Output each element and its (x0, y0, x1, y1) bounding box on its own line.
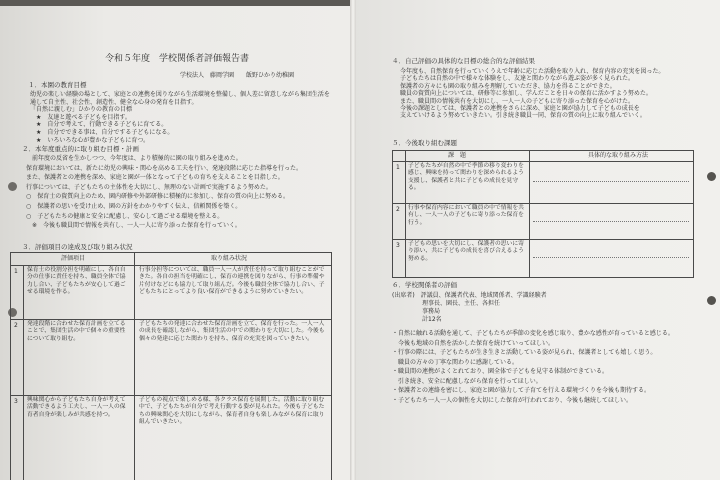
evaluation-table (10, 252, 332, 480)
row-number: 3 (14, 398, 18, 405)
table-row-item: 保育士の役割分担を明確にし、各自自分の仕事に責任を持ち、職員全体で協力し合い、子どもたちが安心して過ごせる環境を作る。 (27, 267, 126, 296)
objective-line: 通して自主性、社会性、創造性、健全な心身の発育を目指す。 (30, 98, 198, 106)
table-header-item: 評価項目 (61, 255, 86, 262)
objective-line: 幼児の楽しい経験の場として、家庭との連携を図りながら生活環境を整備し、個人差に留意しながら集団生活を (30, 91, 330, 98)
objective-line: 「自然に親しむ」ひかりの教育の目標 (30, 106, 133, 114)
issue-row-item: 子どもの思いを大切にし、保護者の思いに寄り添い、共に子どもの成長を喜び合えるよう努める。 (408, 241, 524, 262)
right-page (352, 0, 720, 480)
objective-line: ★ 自分でできる事は、自分でする子どもになる。 (30, 129, 174, 136)
comment-line: ・保護者との連絡を密にし、家庭と園が協力して子育てを行える環境づくりを今後も期待する。 (392, 387, 651, 394)
result-line: 子どもたちは自然の中で様々な体験をし、友達と関わりながら遊ぶ姿が多く見られた。 (400, 75, 635, 83)
section-4-heading: ４．自己評価の具体的な目標の総合的な評価結果 (392, 57, 535, 65)
report-title: 令和５年度 学校関係者評価報告書 (105, 54, 250, 64)
objective-line: ★ 自分で考えて、行動できる子どもに育てる。 (30, 121, 168, 129)
table-header-method: 具体的な取り組み方法 (588, 152, 649, 159)
result-line: 職員の資質向上については、研修等に参加し、学んだことを日々の保育に活かすよう努めた。 (400, 90, 652, 98)
section-6-heading: ６．学校関係者の評価 (392, 281, 457, 289)
punch-hole (8, 182, 17, 191)
table-row-item: 発達段階に合わせた保育計画を立てることで、集団生活の中で個々の重要性について取り組む。 (27, 321, 126, 342)
attendee-line: 事務局 (392, 308, 441, 315)
attendee-line: 理事長、園長、主任、各担任 (392, 300, 501, 307)
punch-hole (707, 172, 716, 181)
attendee-line: (出席者) 評議員、保護者代表、地域関係者、学識経験者 (392, 292, 547, 299)
comment-line: ・職員間の連携がよくとれており、園全体で子どもを見守る体制ができている。 (392, 368, 609, 375)
row-number: 3 (396, 242, 400, 249)
comment-line: ・子どもたち一人一人の個性を大切にした保育が行われており、今後も継続してほしい。 (392, 396, 633, 404)
section-1-heading: １．本園の教育目標 (28, 81, 87, 89)
comment-line: ・自然に触れる活動を通して、子どもたちが季節の変化を感じ取り、豊かな感性が育っていると感じる。 (392, 330, 674, 337)
plan-line: ○ 保護者の思いを受け止め、園の方針をわかりやすく伝え、信頼関係を築く。 (26, 203, 242, 210)
comment-line: 引き続き、安全に配慮しながら保育を行ってほしい。 (392, 377, 542, 385)
section-3-heading: ３．評価項目の達成及び取り組み状況 (22, 243, 133, 251)
row-number: 2 (396, 206, 400, 213)
issue-row-item: 行事や保育内容において職員の中で情報を共有し、一人一人の子どもに寄り添った保育を行う。 (408, 205, 524, 226)
page-fold (350, 0, 356, 480)
comment-line: 職員の方々の丁寧な関わりに感謝している。 (392, 358, 519, 366)
comment-line: 今後も地域の自然を活かした保育を続けていってほしい。 (392, 339, 555, 347)
issues-table (392, 150, 694, 278)
plan-line: 行事については、子どもたちの主体性を大切にし、無理のない計画で実施するよう努めた。 (26, 183, 272, 191)
table-row-status: 子どもたちの発達に合わせた保育計画を立て、保育を行った。一人一人の成長を確認しながら、集団生活の中での関わりを大切にした。今後も個々の発達に応じた関わりを持ち、保育の充実を図っていきたい。 (139, 321, 325, 342)
row-number: 1 (14, 268, 18, 275)
result-line: 保護者の方々にも園の取り組みを理解していただき、協力を得ることができた。 (400, 82, 616, 90)
table-header-status: 取り組み状況 (211, 255, 248, 262)
section-5-heading: ５．今後取り組む課題 (392, 139, 457, 147)
plan-line: ○ 子どもたちの健康と安全に配慮し、安心して過ごせる環境を整える。 (26, 212, 224, 220)
attendee-line: 計12名 (392, 316, 442, 323)
organization-name: 学校法人 藤岡学園 飯野ひかり幼稚園 (180, 72, 295, 79)
objective-line: ★ 友達と遊べる子どもを目指す。 (30, 113, 131, 121)
objective-line: ★ いろいろな心が豊かな子どもに育つ。 (30, 136, 150, 144)
row-number: 2 (14, 322, 18, 329)
plan-line: 保育環境においては、新たに幼児の興味・関心を高める工夫を行い、発達段階に応じた指導を行った。 (26, 164, 303, 172)
table-row-status: 行事分担等については、職員一人一人が責任を持って取り組むことができた。各自の担当を明確にし、保育の連携を図りながら、行事の準備や片付けなどにも協力して取り組んだ。今後も職員全体で協力し合い、子どもたちにとってより良い保育ができるように努めていきたい。 (139, 267, 325, 296)
table-row-status: 子どもの視点で楽しめる様、各クラス保育を展開した。活動に取り組む中で、子どもたちが自分で考え行動する姿が見られた。今後も子どもたちの興味関心を大切にしながら、保育者自身も楽しみながら保育に取り組んでいきたい。 (139, 397, 325, 426)
comment-line: ・行事の際には、子どもたちが生き生きと活動している姿が見られ、保護者としても嬉しく思う。 (392, 349, 657, 356)
section-2-heading: ２．本年度重点的に取り組む目標・計画 (22, 145, 139, 153)
result-line: 今年度も、自然保育を行っていくうえで年齢に応じた活動を取り入れ、保育内容の充実を図った。 (400, 68, 665, 75)
punch-hole (707, 296, 716, 305)
row-number: 1 (396, 164, 400, 171)
table-row-item: 興味関心から子どもたち自身が考えて活動できるよう工夫し、一人一人の保育者自身が楽しみが共感を持つ。 (27, 397, 126, 418)
result-line: また、職員間の情報共有を大切にし、一人一人の子どもに寄り添った保育を心がけた。 (400, 97, 635, 105)
result-line: 今後の課題としては、保護者との連携をさらに深め、家庭と園が協力して子どもの成長を (400, 105, 640, 112)
plan-line: 前年度の反省を生かしつつ、今年度は、より積極的に園の取り組みを進めた。 (26, 155, 242, 162)
plan-line: また、保護者との連携を深め、家庭と園が一体となって子どもの育ちを支えることを目指した。 (26, 174, 284, 182)
plan-line: ※ 今後も職員間で情報を共有し、一人一人に寄り添った保育を行っていく。 (26, 222, 241, 230)
plan-line: ○ 保育士の資質向上のため、園内研修や外部研修に積極的に参加し、保育の質の向上に努める。 (26, 193, 289, 201)
issue-row-item: 子どもたちが自然の中で季節の移り変わりを感じ、興味を持って関わりを深められるよう支援し、保護者と共に子どもの成長を見守る。 (408, 163, 524, 192)
result-line: 支えていけるよう努めていきたい。引き続き職員一同、保育の質の向上に取り組んでいく。 (400, 112, 646, 120)
left-page (0, 6, 352, 480)
table-header-issue: 課 題 (448, 152, 467, 159)
